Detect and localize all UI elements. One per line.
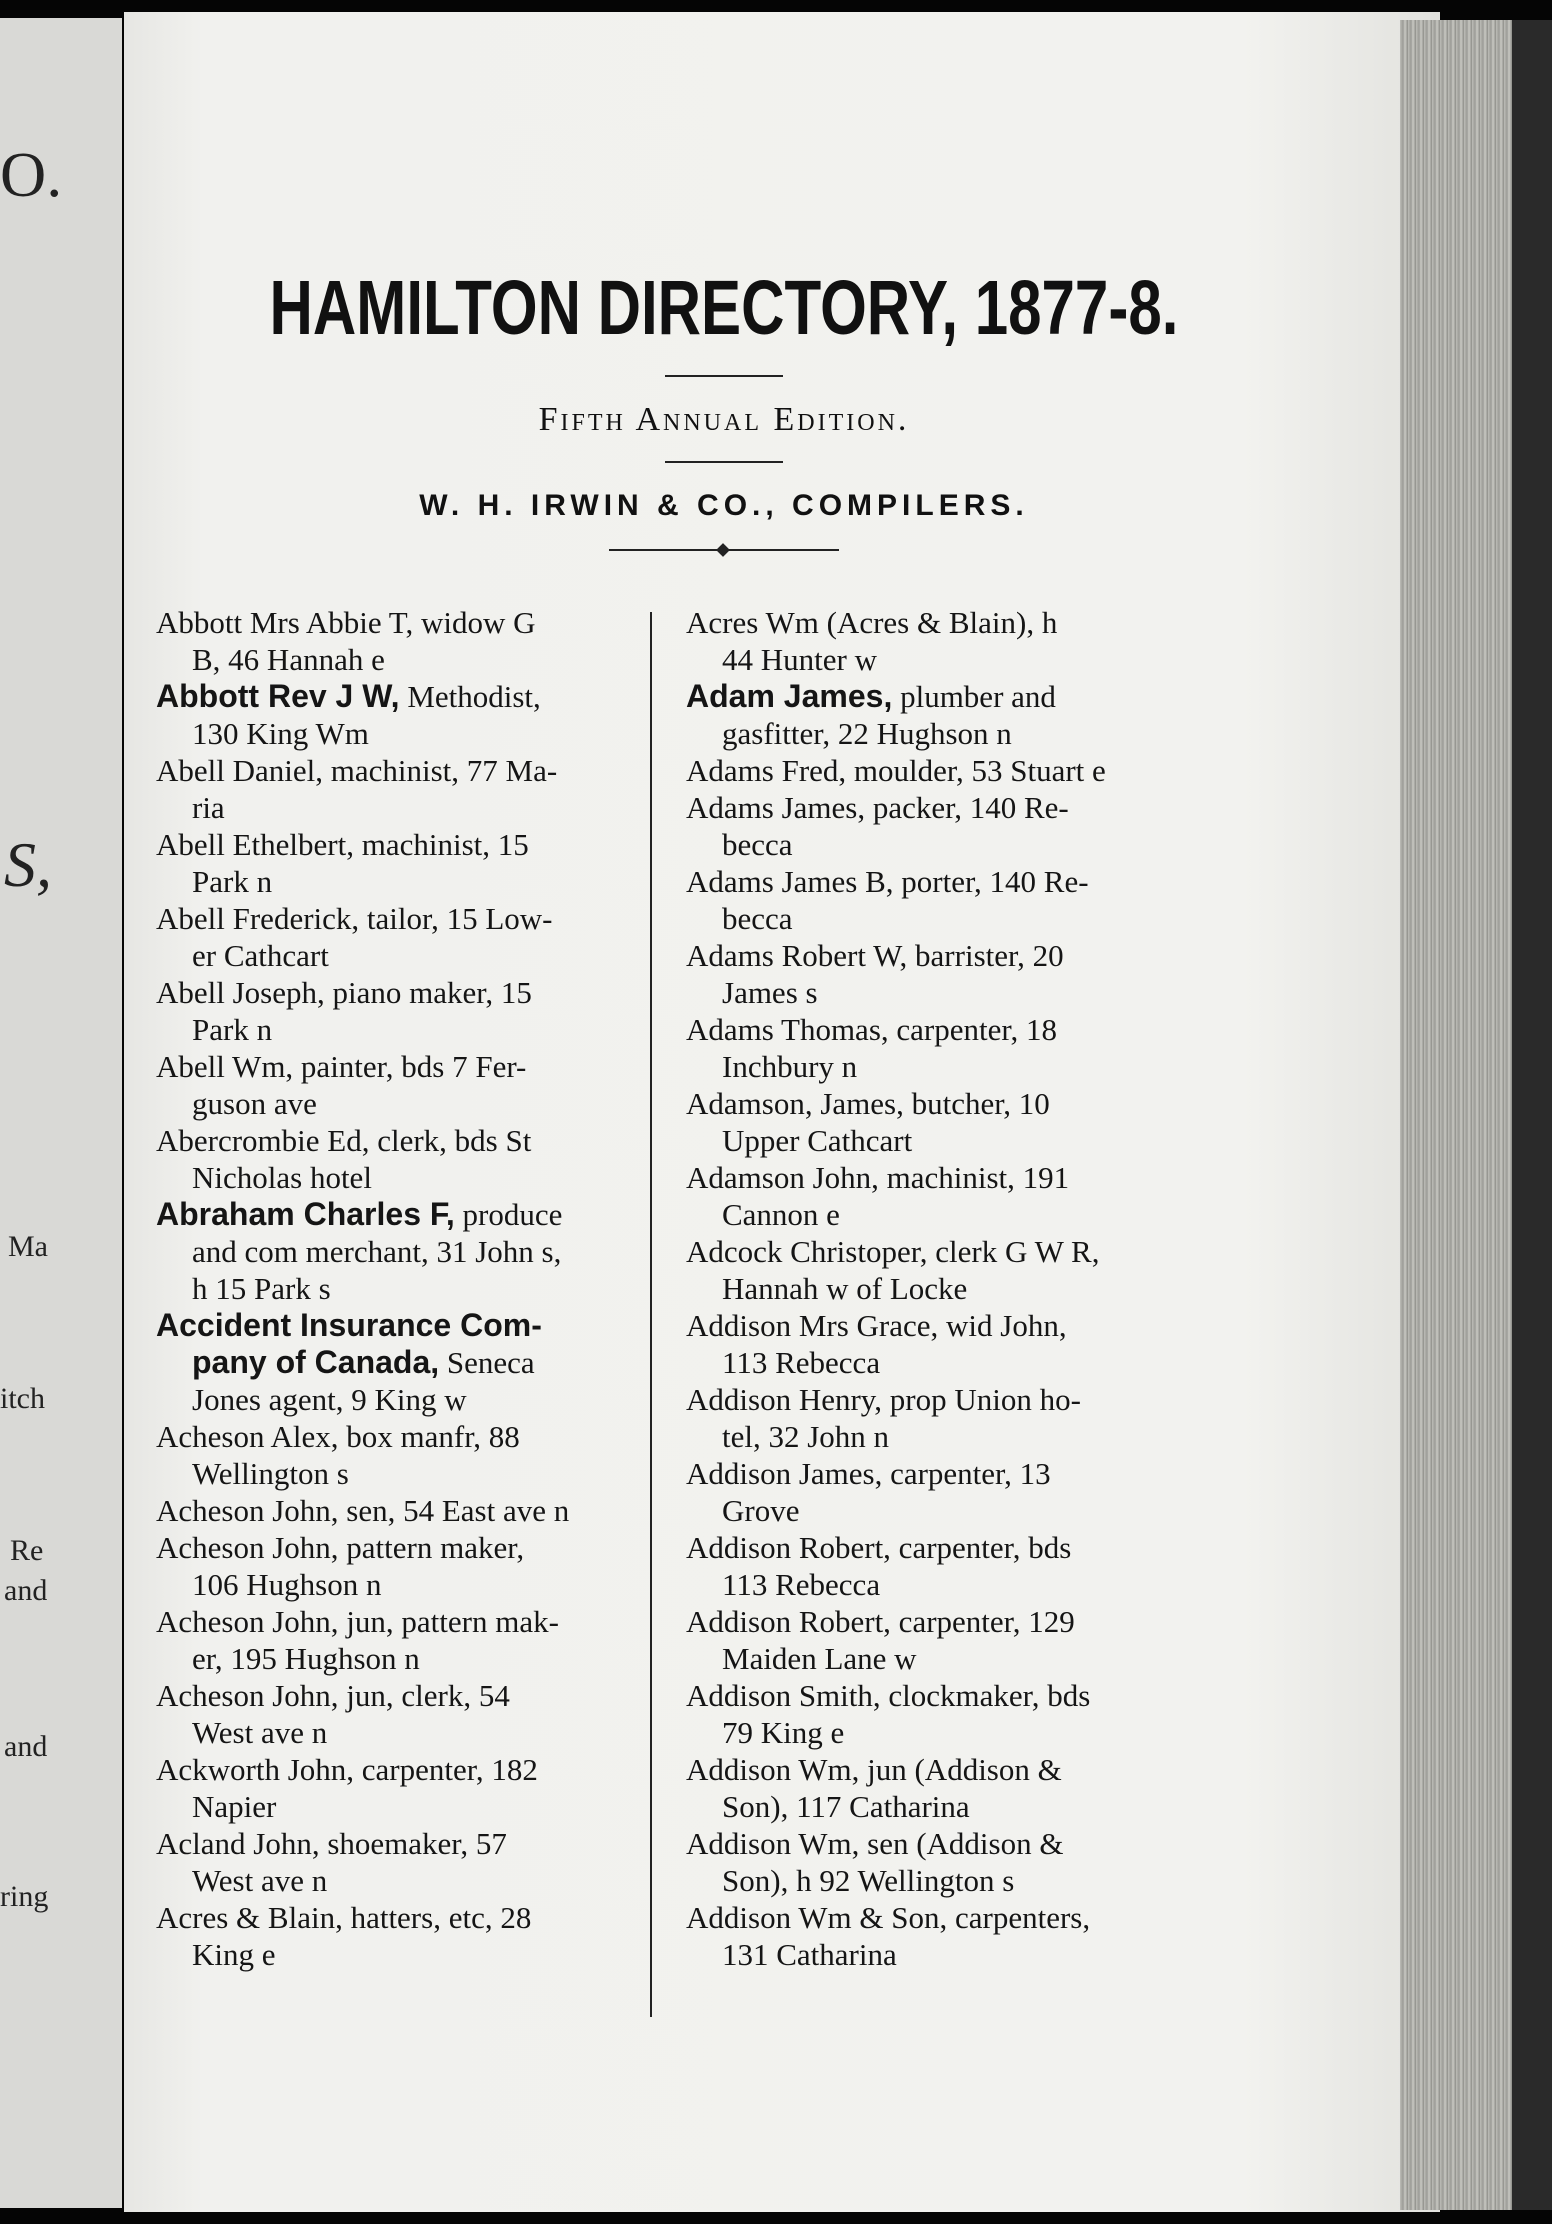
edition-rule [665,461,783,463]
entry-text: King e [192,1937,276,1972]
entry-text: Hannah w of Locke [722,1271,968,1306]
entry-line [686,1640,1180,1677]
entry-line [686,1159,1180,1196]
directory-entry [156,974,656,1048]
entry-line [156,715,656,752]
directory-entry [156,1048,656,1122]
entry-line [156,1011,656,1048]
adjacent-page-text: and [4,1574,48,1607]
entry-line [156,1603,656,1640]
entry-text: tel, 32 John n [722,1419,890,1454]
entry-text: Acheson Alex, box manfr, 88 [156,1419,520,1454]
directory-entry [156,1307,656,1418]
edition-subtitle: Fifth Annual Edition. [538,401,910,438]
directory-entry [156,900,656,974]
entry-line [156,1344,656,1381]
entry-line [686,1677,1180,1714]
entry-line [686,715,1180,752]
directory-entry [156,1899,656,1973]
entry-line [156,641,656,678]
entry-text: plumber and [892,679,1056,714]
entry-line [156,1196,656,1233]
entry-line [156,678,656,715]
adjacent-page-text: ring [0,1880,49,1913]
entry-line [686,1566,1180,1603]
entry-text: 113 Rebecca [722,1567,881,1602]
entry-name-bold: Abbott Rev J W, [156,678,400,714]
directory-entry [156,1603,656,1677]
entry-name-bold: Accident Insurance Com- [156,1307,542,1343]
entry-text: Adamson John, machinist, 191 [686,1160,1070,1195]
entry-line [156,1899,656,1936]
entry-text: Addison Robert, carpenter, 129 [686,1604,1075,1639]
entry-text: Abell Joseph, piano maker, 15 [156,975,532,1010]
entry-text: Adams Fred, moulder, 53 Stuart e [686,753,1106,788]
entry-text: Grove [722,1493,800,1528]
entry-text: Acheson John, jun, clerk, 54 [156,1678,510,1713]
entry-line [156,1085,656,1122]
entry-text: 106 Hughson n [192,1567,382,1602]
entry-line [686,1048,1180,1085]
directory-entry [686,1233,1180,1307]
entry-text: Addison Wm & Son, carpenters, [686,1900,1091,1935]
entry-line [686,1122,1180,1159]
directory-entry [686,1899,1180,1973]
entry-line [156,789,656,826]
entry-line [686,1085,1180,1122]
directory-entry [686,604,1180,678]
entry-line [686,1603,1180,1640]
entry-text: Adamson, James, butcher, 10 [686,1086,1050,1121]
entry-line [156,1159,656,1196]
directory-entry [686,1603,1180,1677]
entry-line [686,826,1180,863]
entry-text: Abell Frederick, tailor, 15 Low- [156,901,553,936]
entry-line [686,863,1180,900]
entry-line [686,900,1180,937]
entry-text: Acheson John, pattern maker, [156,1530,525,1565]
entry-text: guson ave [192,1086,317,1121]
entry-text: Abell Wm, painter, bds 7 Fer- [156,1049,527,1084]
directory-entry [156,1492,656,1529]
directory-entry [686,789,1180,863]
entry-line [156,1418,656,1455]
entry-line [686,641,1180,678]
directory-entry [686,1455,1180,1529]
entry-line [686,937,1180,974]
entry-text: West ave n [192,1863,328,1898]
directory-column-left [156,604,656,1973]
entry-text: Addison James, carpenter, 13 [686,1456,1051,1491]
entry-line [156,1566,656,1603]
adjacent-page-text: and [4,1730,48,1763]
entry-text: Adams Robert W, barrister, 20 [686,938,1064,973]
entry-line [686,1455,1180,1492]
entry-line [686,752,1180,789]
entry-line [156,1455,656,1492]
entry-text: Adcock Christoper, clerk G W R, [686,1234,1100,1269]
entry-line [686,1788,1180,1825]
entry-line [156,1307,656,1344]
entry-text: Ackworth John, carpenter, 182 [156,1752,538,1787]
entry-text: Addison Wm, sen (Addison & [686,1826,1064,1861]
entry-text: ria [192,790,225,825]
directory-entry [686,752,1180,789]
directory-entry [156,604,656,678]
adjacent-page-text: O. [0,139,63,210]
entry-text: Adams Thomas, carpenter, 18 [686,1012,1057,1047]
adjacent-page-fragment [0,18,122,2208]
entry-text: 113 Rebecca [722,1345,881,1380]
directory-entry [156,1529,656,1603]
directory-entry [686,1381,1180,1455]
compilers-line: W. H. IRWIN & CO., COMPILERS. [419,489,1029,522]
entry-line [686,1825,1180,1862]
entry-text: 44 Hunter w [722,642,877,677]
entry-text: Addison Henry, prop Union ho- [686,1382,1081,1417]
directory-entry [686,1751,1180,1825]
entry-line [686,1714,1180,1751]
entry-line [686,1862,1180,1899]
entry-text: B, 46 Hannah e [192,642,385,677]
directory-entry [686,678,1180,752]
entry-line [156,1825,656,1862]
entry-line [686,1751,1180,1788]
entry-text: Addison Mrs Grace, wid John, [686,1308,1067,1343]
entry-text: Wellington s [192,1456,349,1491]
entry-line [156,974,656,1011]
entry-line [156,752,656,789]
directory-entry [156,826,656,900]
entry-text: Son), h 92 Wellington s [722,1863,1015,1898]
directory-entry [156,1122,656,1196]
entry-text: becca [722,827,793,862]
entry-text: Acheson John, sen, 54 East ave n [156,1493,570,1528]
entry-text: Abell Daniel, machinist, 77 Ma- [156,753,558,788]
entry-text: becca [722,901,793,936]
entry-line [156,863,656,900]
directory-entry [156,1196,656,1307]
directory-entry [686,1307,1180,1381]
entry-line [156,1048,656,1085]
entry-text: Acres Wm (Acres & Blain), h [686,605,1058,640]
entry-text: gasfitter, 22 Hughson n [722,716,1012,751]
entry-line [156,604,656,641]
entry-line [686,1492,1180,1529]
directory-entry [156,1751,656,1825]
entry-text: 131 Catharina [722,1937,897,1972]
entry-line [686,1418,1180,1455]
entry-line [686,1899,1180,1936]
entry-line [156,900,656,937]
entry-text: Abercrombie Ed, clerk, bds St [156,1123,532,1158]
entry-line [156,1751,656,1788]
adjacent-page-text: S, [4,829,52,900]
directory-entry [156,678,656,752]
directory-column-right [686,604,1180,1973]
entry-text: 79 King e [722,1715,845,1750]
entry-text: James s [722,975,818,1010]
entry-text: Adams James, packer, 140 Re- [686,790,1069,825]
entry-line [686,678,1180,715]
entry-text: Cannon e [722,1197,840,1232]
entry-text: Addison Robert, carpenter, bds [686,1530,1072,1565]
entry-line [686,1529,1180,1566]
entry-text: Park n [192,1012,273,1047]
entry-text: West ave n [192,1715,328,1750]
entry-text: Nicholas hotel [192,1160,372,1195]
entry-text: Park n [192,864,273,899]
entry-text: Son), 117 Catharina [722,1789,970,1824]
entry-text: Upper Cathcart [722,1123,913,1158]
entry-line [686,1196,1180,1233]
entry-line [686,1011,1180,1048]
entry-line [686,1936,1180,1973]
entry-line: h 15 Park s [192,1271,331,1306]
entry-text: Acland John, shoemaker, 57 [156,1826,507,1861]
entry-line [156,1640,656,1677]
entry-line [156,1529,656,1566]
entry-line [156,826,656,863]
ornament-divider [609,543,839,557]
title-rule [665,375,783,377]
entry-line [686,1344,1180,1381]
entry-text: Addison Wm, jun (Addison & [686,1752,1062,1787]
page-title: HAMILTON DIRECTORY, 1877-8. [269,265,1179,351]
directory-entry [686,1825,1180,1899]
entry-text: Inchbury n [722,1049,858,1084]
directory-entry [686,1085,1180,1159]
entry-text: Maiden Lane w [722,1641,917,1676]
entry-line [156,1936,656,1973]
entry-line: Jones agent, 9 King w [192,1382,467,1417]
directory-entry [686,863,1180,937]
adjacent-page-text: Ma [8,1230,48,1263]
directory-entry [156,752,656,826]
entry-text: Acres & Blain, hatters, etc, 28 [156,1900,532,1935]
entry-line [686,1381,1180,1418]
entry-text: er, 195 Hughson n [192,1641,420,1676]
directory-entry [156,1825,656,1899]
entry-text: Adams James B, porter, 140 Re- [686,864,1089,899]
entry-line [686,974,1180,1011]
entry-text: Napier [192,1789,277,1824]
entry-line [156,1862,656,1899]
directory-entry [686,937,1180,1011]
entry-text: Seneca [439,1345,535,1380]
directory-entry [686,1159,1180,1233]
directory-entry [156,1677,656,1751]
directory-entry [156,1418,656,1492]
entry-text: Abbott Mrs Abbie T, widow G [156,605,536,640]
directory-entry [686,1529,1180,1603]
entry-line [156,1788,656,1825]
adjacent-page-text: Re [10,1534,44,1567]
entry-line [156,937,656,974]
entry-text: 130 King Wm [192,716,369,751]
entry-text: Acheson John, jun, pattern mak- [156,1604,559,1639]
page-header [124,265,1324,557]
entry-text: Abell Ethelbert, machinist, 15 [156,827,529,862]
directory-entry [686,1677,1180,1751]
entry-line [686,1233,1180,1270]
entry-line [686,604,1180,641]
directory-entry [686,1011,1180,1085]
entry-name-bold: pany of Canada, [192,1344,440,1380]
entry-text: Methodist, [399,679,541,714]
entry-line [156,1677,656,1714]
entry-line [686,1307,1180,1344]
entry-line [156,1122,656,1159]
entry-line [156,1492,656,1529]
entry-name-bold: Abraham Charles F, [156,1196,455,1232]
entry-line [156,1714,656,1751]
entry-text: er Cathcart [192,938,329,973]
entry-text: Addison Smith, clockmaker, bds [686,1678,1091,1713]
book-page-edges [1400,20,1552,2210]
entry-text: produce [454,1197,563,1232]
entry-name-bold: Adam James, [686,678,893,714]
adjacent-page-text: itch [0,1382,45,1415]
entry-line [686,789,1180,826]
entry-line [686,1270,1180,1307]
entry-line [156,1233,656,1270]
entry-text: and com merchant, 31 John s, [192,1234,562,1269]
